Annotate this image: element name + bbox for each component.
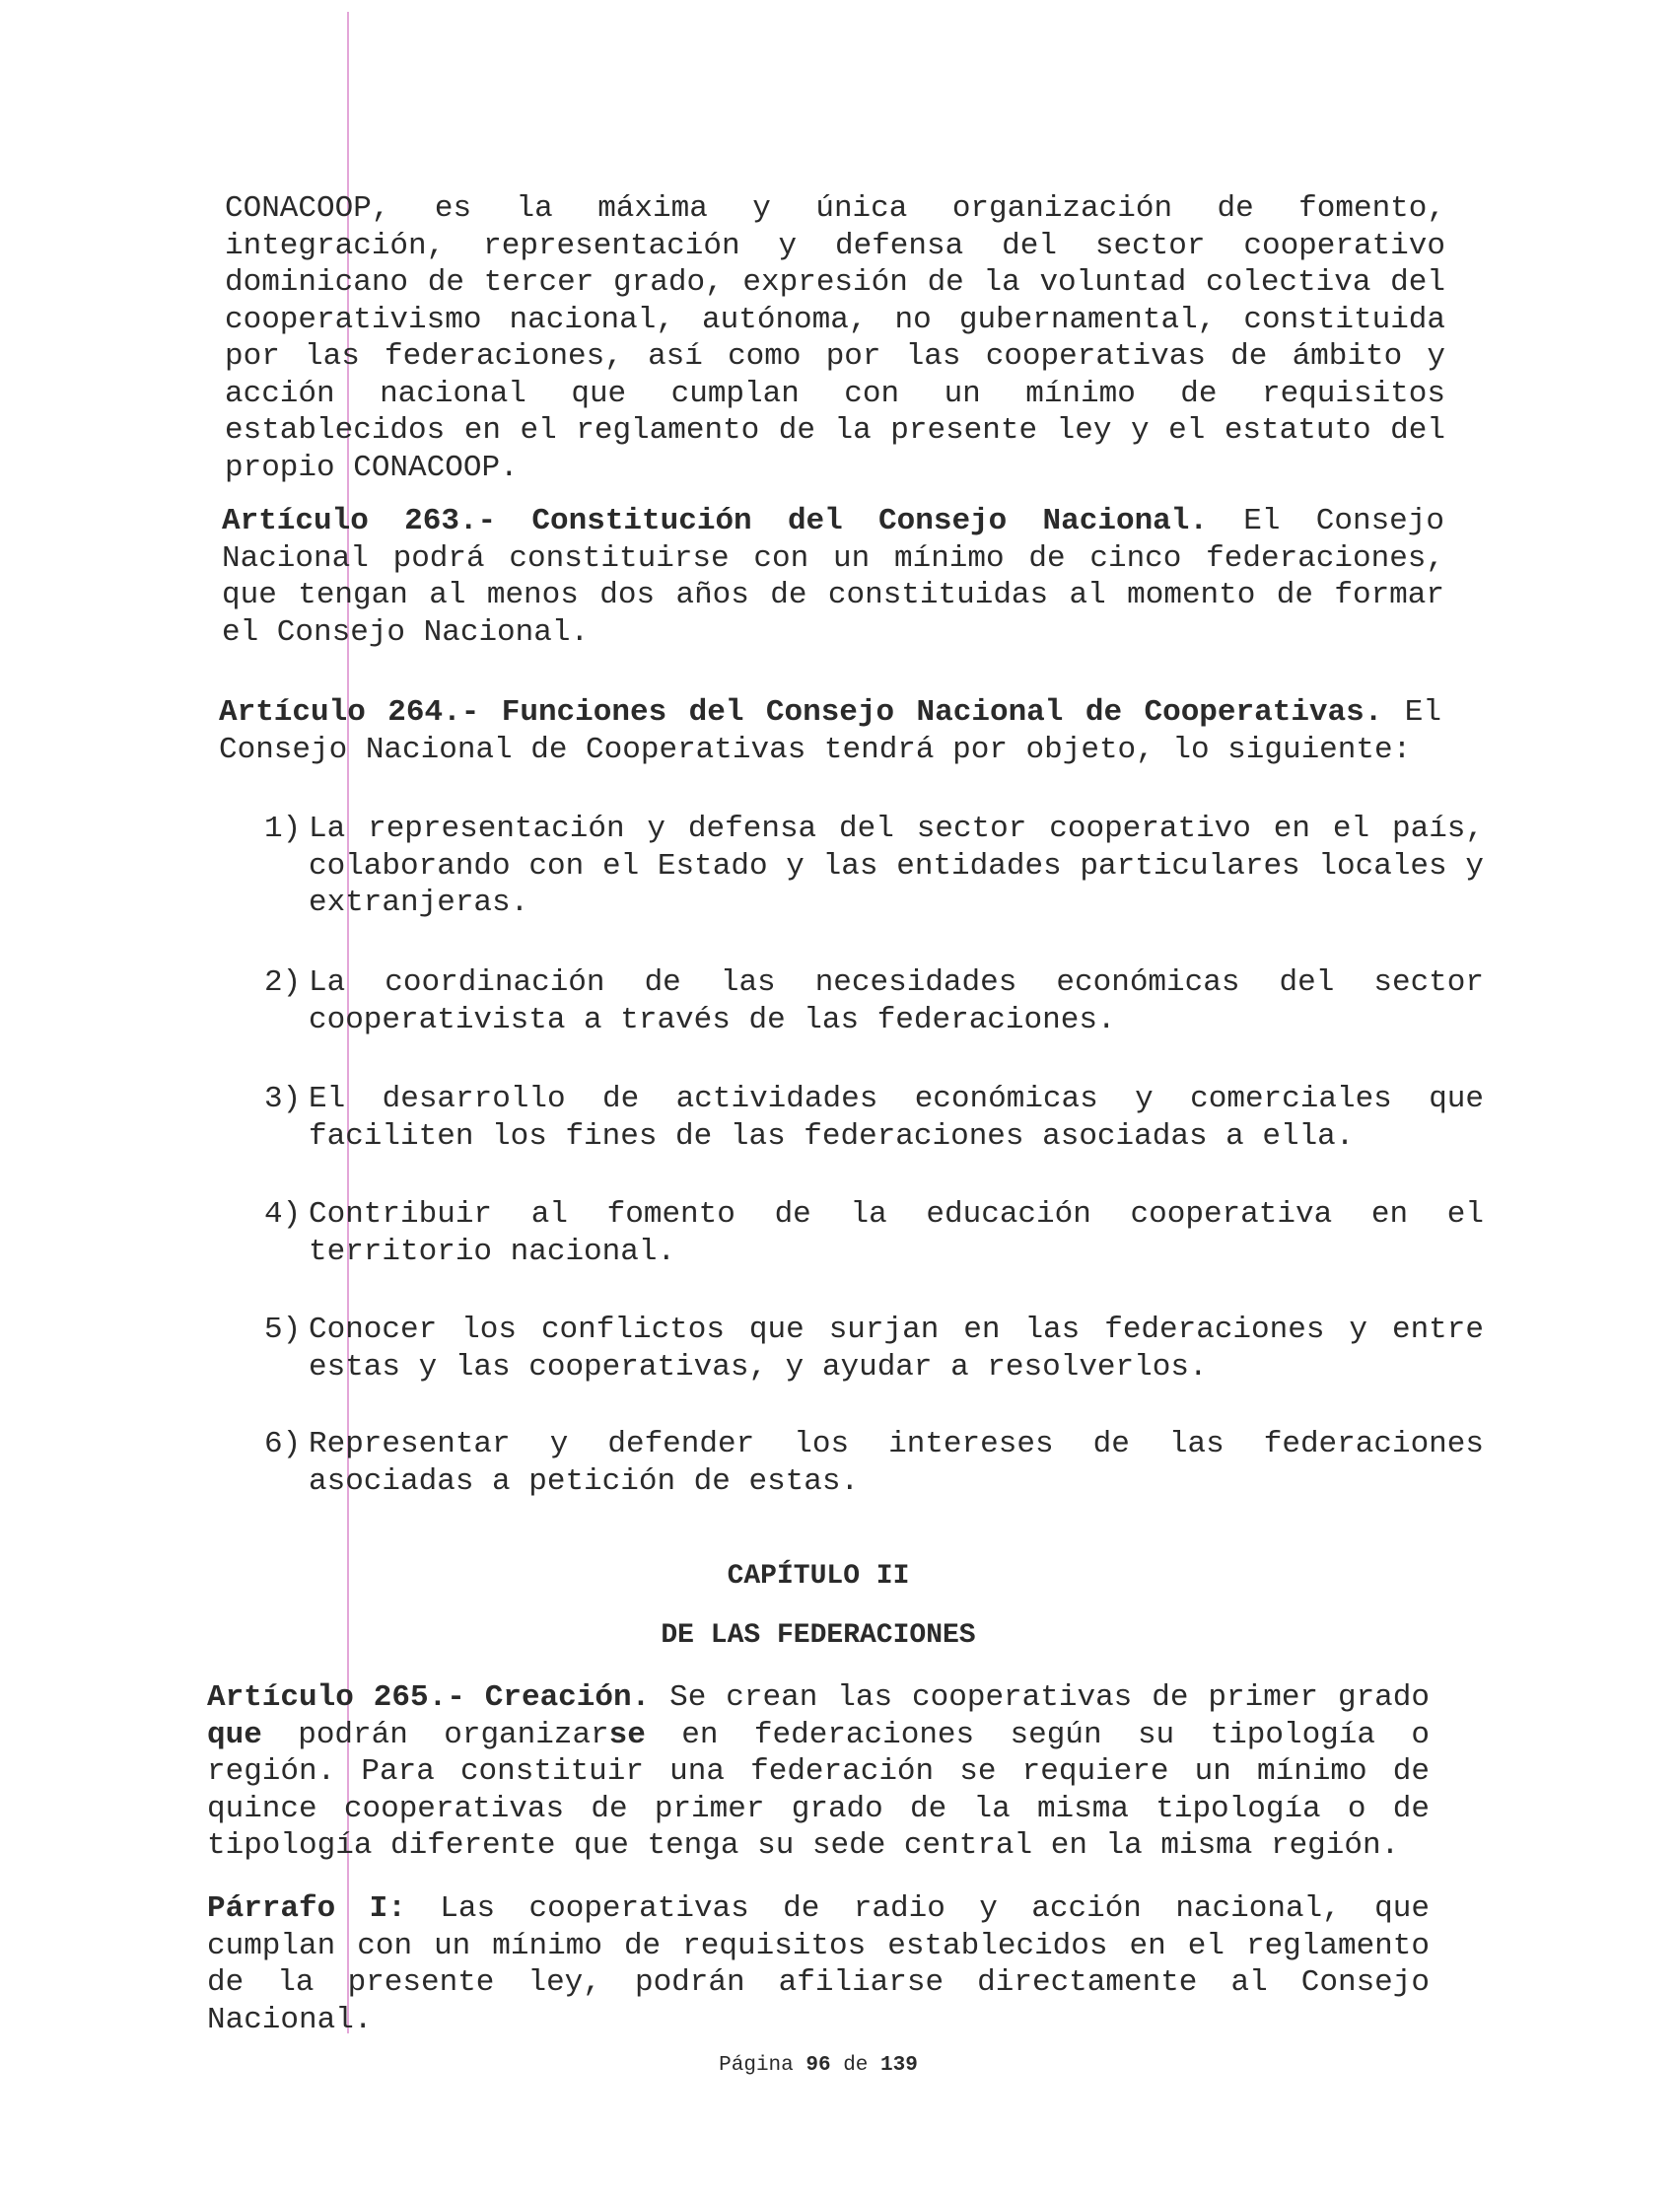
list-number: 1) bbox=[264, 812, 302, 846]
paragraph-i bbox=[207, 1890, 1430, 2038]
article-264 bbox=[219, 694, 1441, 768]
list-item: 1) La representación y defensa del sector cooperativo en el país, colaborando con el Estado y las entidades particulares locales y extranjeras. bbox=[264, 812, 1484, 920]
paragraph-i-body: Las cooperativas de radio y acción nacional, que cumplan con un mínimo de requisitos establecidos en el reglamento de la presente ley, podrán afiliarse directamente al Consejo Nacional. bbox=[207, 1891, 1430, 2037]
list-number: 4) bbox=[264, 1197, 302, 1232]
chapter-number: CAPÍTULO II bbox=[727, 1561, 910, 1592]
chapter-title: DE LAS FEDERACIONES bbox=[661, 1620, 976, 1651]
article-265-title: Artículo 265.- Creación. bbox=[207, 1680, 651, 1715]
list-item: 2) La coordinación de las necesidades económicas del sector cooperativista a través de las federaciones. bbox=[264, 965, 1484, 1037]
list-item: 6) Representar y defender los intereses de las federaciones asociadas a petición de estas. bbox=[264, 1427, 1484, 1499]
article-264-title: Artículo 264.- Funciones del Consejo Nacional de Cooperativas. bbox=[219, 695, 1383, 730]
list-number: 3) bbox=[264, 1082, 302, 1116]
list-item: 5) Conocer los conflictos que surjan en las federaciones y entre estas y las cooperativas, y ayudar a resolverlos. bbox=[264, 1313, 1484, 1385]
list-number: 2) bbox=[264, 965, 302, 1000]
article-264-body: El Consejo Nacional de Cooperativas tendrá por objeto, lo siguiente: bbox=[219, 695, 1442, 767]
total-pages: 139 bbox=[880, 2054, 918, 2077]
article-265: Artículo 265.- Creación. Se crean las cooperativas de primer grado que podrán organizarse en federaciones según su tipología o región. Para constituir una federación se requiere un mínimo de quince cooperativas de primer grado de la misma tipología o de tipología diferente que tenga su sede central en la misma región. bbox=[207, 1680, 1430, 1863]
list-number: 6) bbox=[264, 1427, 302, 1461]
current-page-number: 96 bbox=[805, 2054, 831, 2077]
intro-paragraph: CONACOOP, es la máxima y única organización de fomento, integración, representación y defensa del sector cooperativo dominicano de tercer grado, expresión de la voluntad colectiva del cooperativismo nacional, autónoma, no gubernamental, constituida por las federaciones, así como por las cooperativas de ámbito y acción nacional que cumplan con un mínimo de requisitos establecidos en el reglamento de la presente ley y el estatuto del propio CONACOOP. bbox=[225, 191, 1445, 485]
list-number: 5) bbox=[264, 1313, 302, 1347]
article-263-title: Artículo 263.- Constitución del Consejo Nacional. bbox=[222, 504, 1208, 538]
list-item: 3) El desarrollo de actividades económicas y comerciales que faciliten los fines de las federaciones asociadas a ella. bbox=[264, 1082, 1484, 1154]
page-footer: Página 96 de 139 bbox=[719, 2054, 918, 2077]
article-263 bbox=[222, 503, 1444, 651]
paragraph-i-title: Párrafo I: bbox=[207, 1891, 406, 1926]
list-item: 4) Contribuir al fomento de la educación cooperativa en el territorio nacional. bbox=[264, 1197, 1484, 1269]
article-263-body: El Consejo Nacional podrá constituirse con un mínimo de cinco federaciones, que tengan al menos dos años de constituidas al momento de formar el Consejo Nacional. bbox=[222, 504, 1444, 650]
